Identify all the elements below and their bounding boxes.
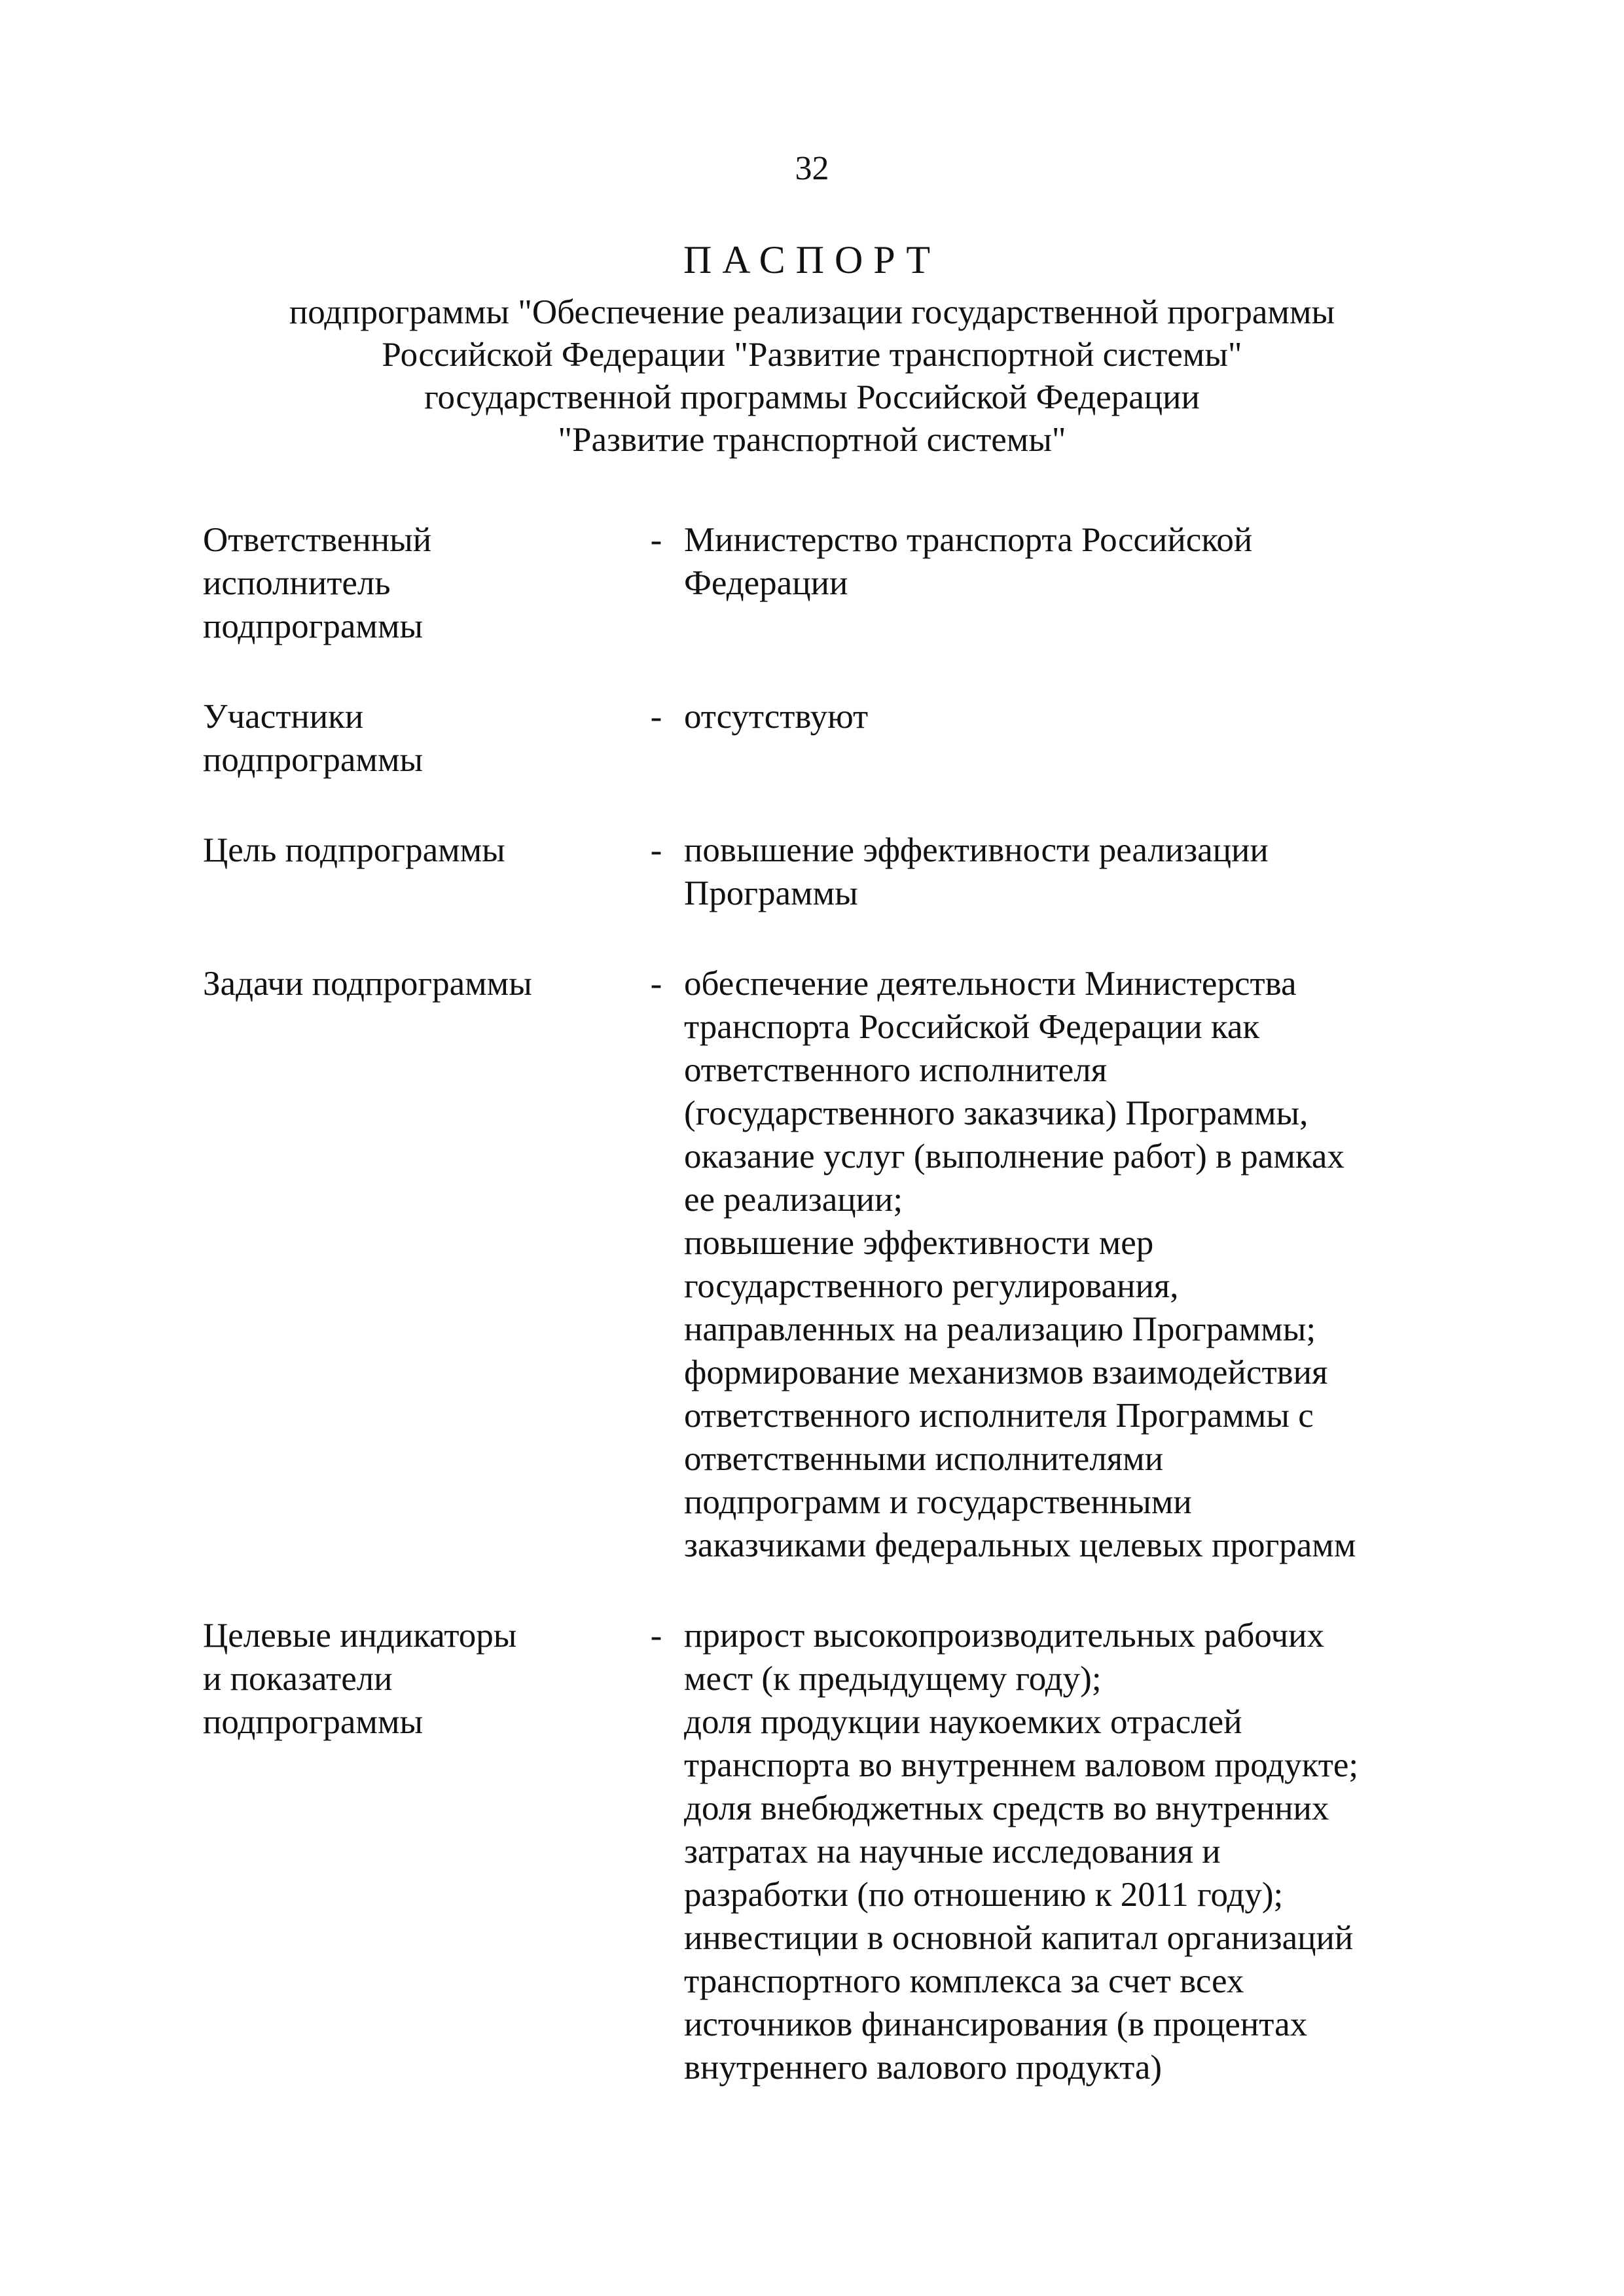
value-line: повышение эффективности мер bbox=[684, 1224, 1154, 1262]
row-dash: - bbox=[650, 965, 662, 1003]
row-label: Целевые индикаторы и показатели подпрограммы bbox=[203, 1617, 517, 1741]
value-line: разработки (по отношению к 2011 году); bbox=[684, 1876, 1284, 1914]
value-line: ответственными исполнителями bbox=[684, 1440, 1164, 1478]
subtitle-line: государственной программы Российской Федерации bbox=[424, 378, 1200, 416]
subtitle-line: подпрограммы "Обеспечение реализации государственной программы bbox=[289, 293, 1335, 331]
row-dash: - bbox=[650, 521, 662, 559]
subtitle-line: Российской Федерации "Развитие транспортной системы" bbox=[382, 336, 1242, 374]
row-dash: - bbox=[650, 831, 662, 869]
row-dash: - bbox=[650, 698, 662, 736]
value-line: отсутствуют bbox=[684, 698, 869, 736]
row-dash: - bbox=[650, 1617, 662, 1655]
row-value bbox=[684, 695, 1424, 738]
value-line: государственного регулирования, bbox=[684, 1267, 1179, 1305]
value-line: направленных на реализацию Программы; bbox=[684, 1310, 1316, 1348]
value-line: источников финансирования (в процентах bbox=[684, 2005, 1308, 2043]
row-value bbox=[684, 1614, 1424, 2089]
value-line: инвестиции в основной капитал организаций bbox=[684, 1919, 1354, 1957]
value-line: мест (к предыдущему году); bbox=[684, 1660, 1102, 1698]
value-line: транспортного комплекса за счет всех bbox=[684, 1962, 1244, 2000]
value-line: транспорта Российской Федерации как bbox=[684, 1008, 1260, 1046]
subtitle-line: "Развитие транспортной системы" bbox=[558, 421, 1066, 459]
value-line: ответственного исполнителя Программы с bbox=[684, 1397, 1314, 1435]
value-line: (государственного заказчика) Программы, bbox=[684, 1094, 1308, 1132]
value-line: Федерации bbox=[684, 564, 848, 602]
passport-row-tasks bbox=[203, 962, 1447, 1567]
passport-row-target-indicators bbox=[203, 1614, 1447, 2089]
value-line: внутреннего валового продукта) bbox=[684, 2049, 1163, 2087]
row-value bbox=[684, 518, 1424, 605]
row-label: Участники подпрограммы bbox=[203, 698, 424, 779]
document-subtitle bbox=[0, 291, 1624, 461]
value-line: повышение эффективности реализации bbox=[684, 831, 1269, 869]
passport-table bbox=[203, 518, 1447, 2136]
value-line: доля продукции наукоемких отраслей bbox=[684, 1703, 1242, 1741]
value-line: прирост высокопроизводительных рабочих bbox=[684, 1617, 1324, 1655]
value-line: Программы bbox=[684, 874, 858, 912]
value-line: ответственного исполнителя bbox=[684, 1051, 1108, 1089]
value-line: оказание услуг (выполнение работ) в рамках bbox=[684, 1138, 1344, 1175]
value-line: транспорта во внутреннем валовом продукте; bbox=[684, 1746, 1359, 1784]
value-line: Министерство транспорта Российской bbox=[684, 521, 1253, 559]
value-line: доля внебюджетных средств во внутренних bbox=[684, 1789, 1329, 1827]
passport-row-goal bbox=[203, 829, 1447, 915]
page-number: 32 bbox=[795, 150, 829, 187]
value-line: подпрограмм и государственными bbox=[684, 1483, 1192, 1521]
row-label: Цель подпрограммы bbox=[203, 831, 505, 869]
row-value bbox=[684, 829, 1424, 915]
row-value bbox=[684, 962, 1424, 1567]
row-label: Ответственный исполнитель подпрограммы bbox=[203, 521, 432, 645]
passport-row-participants bbox=[203, 695, 1447, 781]
value-line: ее реализации; bbox=[684, 1181, 903, 1219]
document-title: ПАСПОРТ bbox=[683, 238, 941, 281]
passport-row-responsible-executor bbox=[203, 518, 1447, 648]
value-line: обеспечение деятельности Министерства bbox=[684, 965, 1297, 1003]
value-line: заказчиками федеральных целевых программ bbox=[684, 1526, 1356, 1564]
row-label: Задачи подпрограммы bbox=[203, 965, 532, 1003]
value-line: формирование механизмов взаимодействия bbox=[684, 1354, 1328, 1391]
value-line: затратах на научные исследования и bbox=[684, 1833, 1221, 1871]
